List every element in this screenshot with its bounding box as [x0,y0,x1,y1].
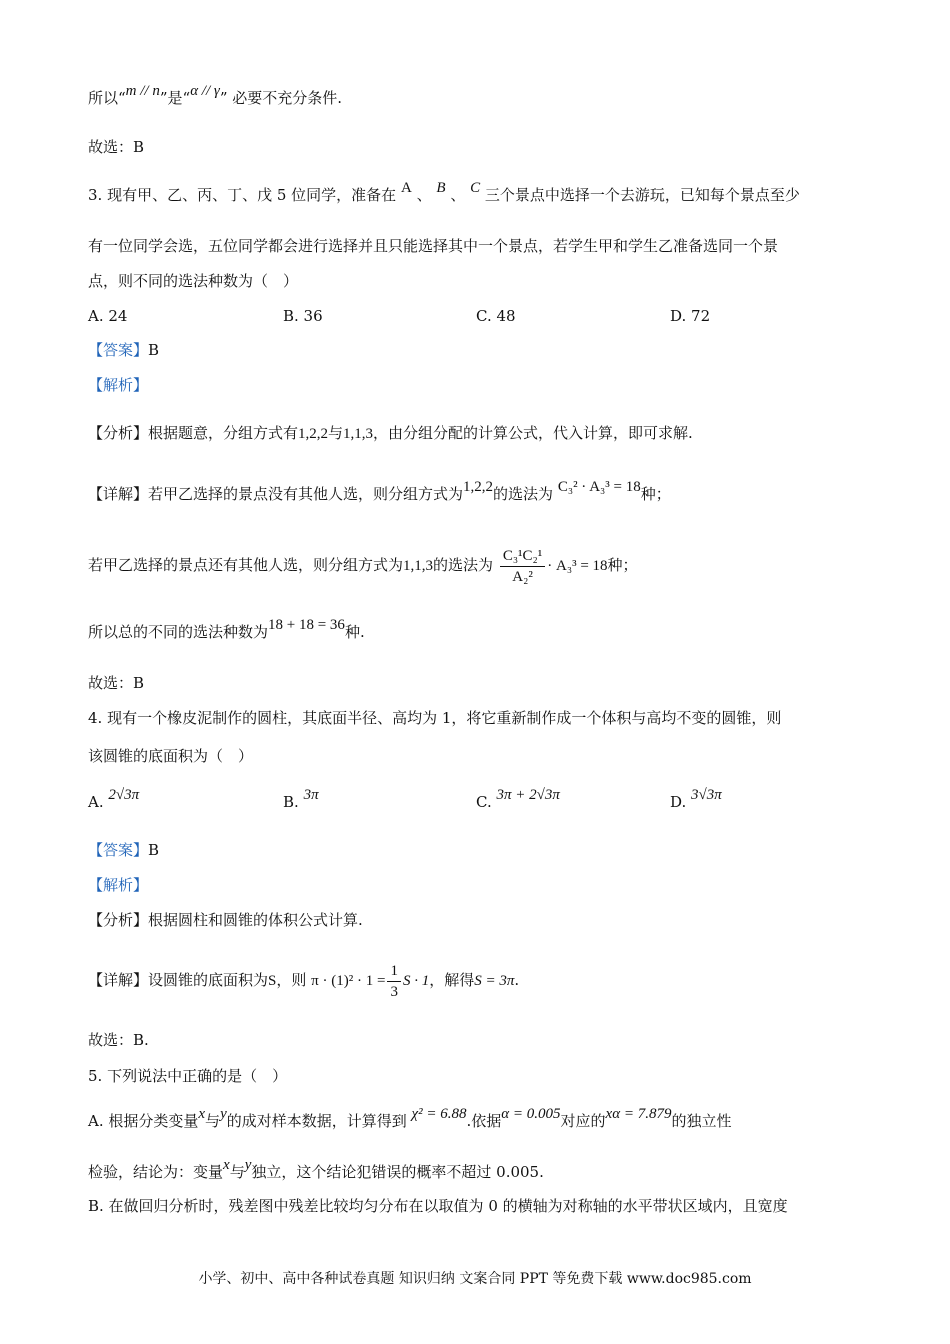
answer-select: 故选：B [88,138,145,156]
q3-detail-3: 所以总的不同的选法种数为18 + 18 = 36种. [88,617,365,641]
q5-option-a-line-1: A. 根据分类变量x与y的成对样本数据，计算得到 χ² = 6.88.依据α = 0.005对应的xα = 7.879的独立性 [88,1106,732,1130]
q4-detail: 【详解】设圆锥的底面积为S，则 π · (1)² · 1 = $\frac{1}{3}$ S · 1，解得S = 3π. [88,962,520,1000]
text-line: 所以“m // n”是“α // γ” 必要不充分条件. [88,83,343,107]
q4-analysis: 【分析】根据圆柱和圆锥的体积公式计算. [88,911,363,929]
q4-option-c: C. 3π + 2√3π [476,787,560,811]
q5-option-a-line-2: 检验，结论为：变量x与y独立，这个结论犯错误的概率不超过 0.005. [88,1157,544,1181]
question-4-line-2: 该圆锥的底面积为（ ） [88,747,254,765]
page-footer: 小学、初中、高中各种试卷真题 知识归纳 文案合同 PPT 等免费下载 www.doc985.com [198,1271,752,1287]
q4-select: 故选：B. [88,1031,149,1049]
q4-option-b: B. 3π [283,787,319,811]
q4-option-d: D. 3√3π [670,787,722,811]
q4-answer: 【答案】B [88,841,160,859]
q3-option-d: D. 72 [670,307,711,325]
question-3-line-1: 3. 现有甲、乙、丙、丁、戊 5 位同学，准备在 A 、 B 、 C 三个景点中选择一个去游玩，已知每个景点至少 [88,180,800,204]
q5-option-b: B. 在做回归分析时，残差图中残差比较均匀分布在以取值为 0 的横轴为对称轴的水平带状区域内，且宽度 [88,1197,788,1215]
q3-option-c: C. 48 [476,307,516,325]
question-3-line-3: 点，则不同的选法种数为（ ） [88,272,299,290]
q3-select: 故选：B [88,674,145,692]
fraction: $\frac{1}{3}$ [387,961,401,1002]
q3-detail-2: 若甲乙选择的景点还有其他人选，则分组方式为1,1,3的选法为 $\frac{\text{C₃¹C₂¹}}{\text{A₂²}}$ · A₃³ = 18种； [88,547,638,585]
q3-detail-1: 【详解】若甲乙选择的景点没有其他人选，则分组方式为1,2,2的选法为 C₃² · A₃³ = 18种； [88,479,671,503]
question-4-line-1: 4. 现有一个橡皮泥制作的圆柱，其底面半径、高均为 1，将它重新制作成一个体积与高均不变的圆锥，则 [88,709,782,727]
question-3-line-2: 有一位同学会选，五位同学都会进行选择并且只能选择其中一个景点，若学生甲和学生乙准备选同一个景 [88,237,779,255]
q4-analysis-heading: 【解析】 [88,876,149,894]
q3-answer: 【答案】B [88,341,160,359]
question-5: 5. 下列说法中正确的是（ ） [88,1067,288,1085]
q3-option-a: A. 24 [88,307,128,325]
fraction: $\frac{\text{C₃¹C₂¹}}{\text{A₂²}}$ [500,546,545,587]
q4-option-a: A. 2√3π [88,787,140,811]
q3-option-b: B. 36 [283,307,323,325]
q3-analysis: 【分析】根据题意，分组方式有1,2,2与1,1,3，由分组分配的计算公式，代入计算，即可求解. [88,424,693,442]
q3-analysis-heading: 【解析】 [88,376,149,394]
